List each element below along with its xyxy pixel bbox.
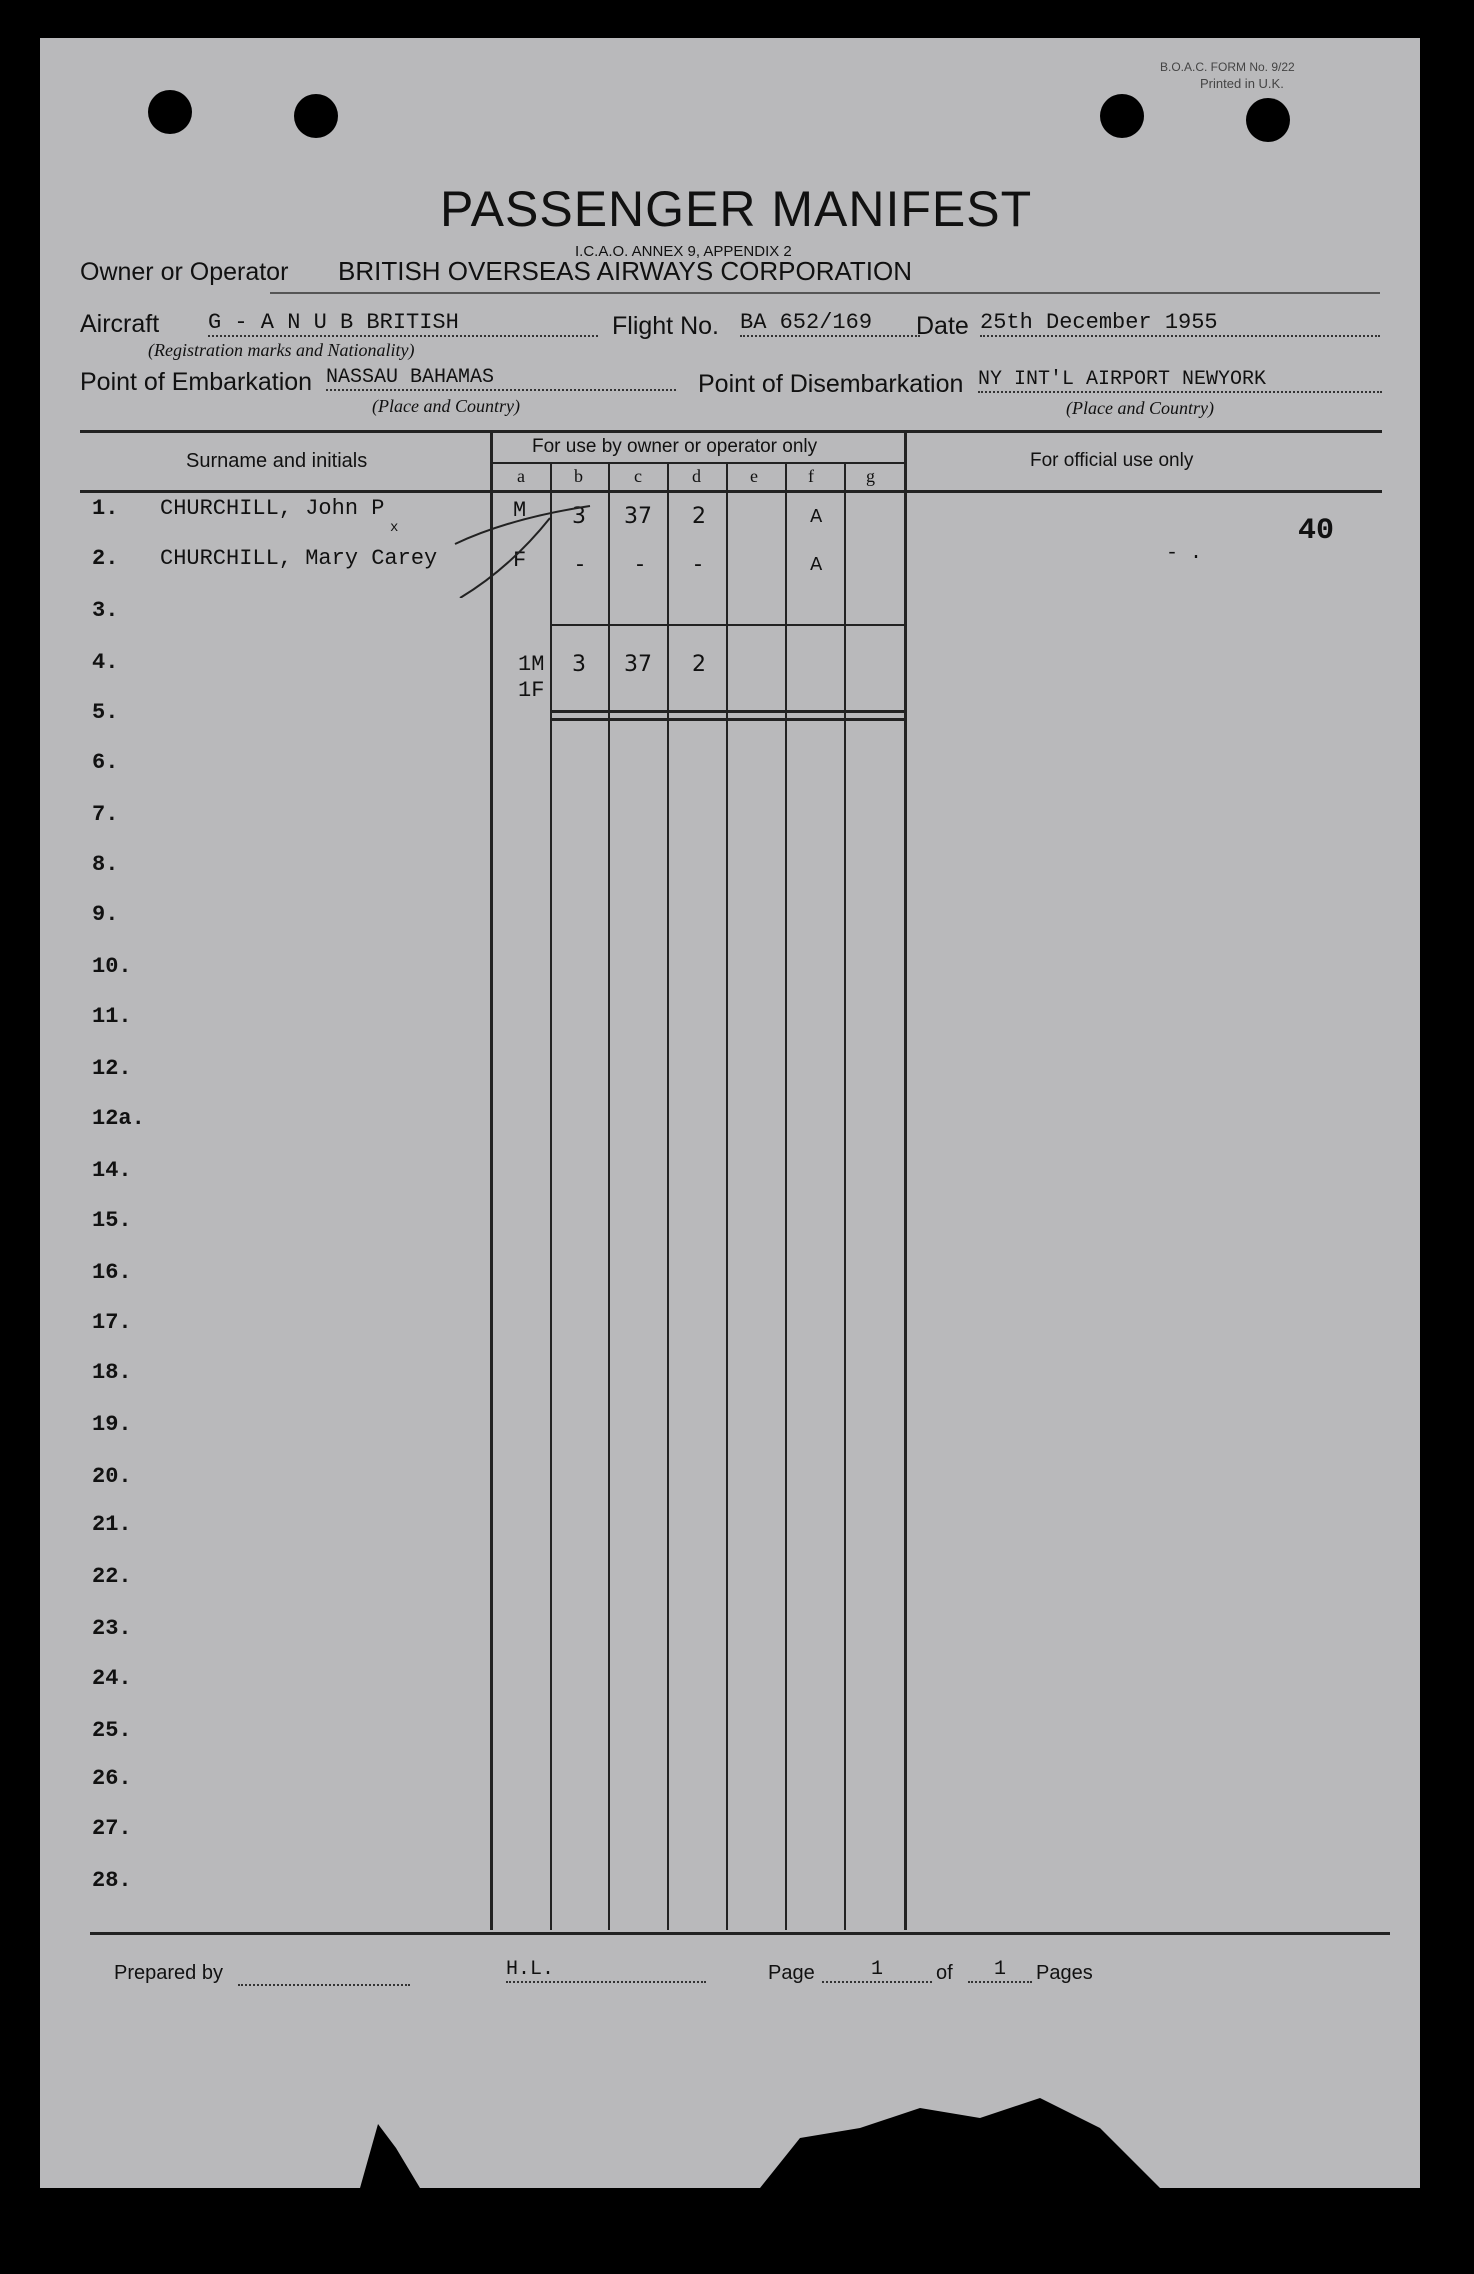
prepared-line: [238, 1968, 410, 1986]
row-number: 24.: [92, 1666, 132, 1691]
printed-note: Printed in U.K.: [1200, 76, 1284, 91]
passenger-sex: M: [513, 498, 527, 523]
row-number: 21.: [92, 1512, 132, 1537]
total-rule: [550, 718, 904, 721]
punch-hole: [148, 90, 192, 134]
total-male: 1M: [518, 652, 545, 677]
embark-value: NASSAU BAHAMAS: [326, 366, 676, 391]
row-number: 28.: [92, 1868, 132, 1893]
of-value: 1: [968, 1958, 1032, 1983]
row-number: 26.: [92, 1766, 132, 1791]
row-number: 12.: [92, 1056, 132, 1081]
row-number: 5.: [92, 700, 119, 725]
page-value: 1: [822, 1958, 932, 1983]
row-number: 12a.: [92, 1106, 145, 1131]
column-rule: [667, 462, 669, 1930]
column-rule: [904, 430, 907, 1930]
total-d: 2: [692, 652, 706, 677]
row-number: 11.: [92, 1004, 132, 1029]
divider: [270, 292, 1380, 294]
row-number: 23.: [92, 1616, 132, 1641]
column-letter-f: f: [808, 466, 814, 486]
column-rule: [608, 462, 610, 1930]
row-number: 19.: [92, 1412, 132, 1437]
embark-label: Point of Embarkation: [80, 368, 313, 396]
column-rule: [726, 462, 728, 1930]
passenger-c: -: [636, 552, 644, 577]
header-rule: [492, 462, 904, 464]
manifest-sheet: [40, 38, 1420, 2188]
row-number: 2.: [92, 546, 119, 571]
passenger-name: CHURCHILL, Mary Carey: [160, 546, 438, 571]
column-rule: [550, 462, 552, 1930]
aircraft-label: Aircraft: [80, 310, 160, 338]
passenger-note: x: [390, 520, 399, 536]
page-label: Page: [768, 1962, 815, 1984]
total-female: 1F: [518, 678, 545, 703]
column-letter-g: g: [866, 466, 875, 486]
passenger-d: 2: [692, 504, 706, 529]
official-number: 40: [1298, 514, 1335, 548]
passenger-f: A: [810, 554, 823, 575]
row-number: 6.: [92, 750, 119, 775]
row-number: 18.: [92, 1360, 132, 1385]
handwritten-strokes: [450, 488, 600, 598]
header-bottom-rule: [80, 490, 1382, 493]
table-bottom-rule: [90, 1932, 1390, 1935]
aircraft-note: (Registration marks and Nationality): [148, 340, 415, 360]
date-value: 25th December 1955: [980, 310, 1380, 337]
passenger-sex: F: [513, 548, 527, 573]
operator-header: For use by owner or operator only: [532, 436, 818, 457]
date-label: Date: [916, 312, 969, 340]
passenger-d: -: [694, 552, 702, 577]
punch-hole: [1100, 94, 1144, 138]
passenger-f: A: [810, 506, 823, 527]
prepared-label: Prepared by: [114, 1962, 223, 1984]
torn-edge: [760, 2088, 1160, 2188]
row-number: 4.: [92, 650, 119, 675]
passenger-c: 37: [624, 504, 652, 529]
total-b: 3: [572, 652, 586, 677]
table-top-rule: [80, 430, 1382, 433]
pages-label: Pages: [1036, 1962, 1093, 1984]
total-rule: [550, 710, 904, 713]
row-number: 27.: [92, 1816, 132, 1841]
aircraft-value: G - A N U B BRITISH: [208, 310, 598, 337]
passenger-b: -: [576, 552, 584, 577]
official-dash: - .: [1166, 542, 1203, 565]
torn-edge: [360, 2108, 420, 2188]
column-letter-e: e: [750, 466, 758, 486]
official-header: For official use only: [1030, 450, 1194, 471]
page-title: PASSENGER MANIFEST: [440, 181, 1033, 237]
row-number: 1.: [92, 496, 119, 521]
column-letter-b: b: [574, 466, 583, 486]
punch-hole: [1246, 98, 1290, 142]
disembark-label: Point of Disembarkation: [698, 370, 964, 398]
column-rule: [844, 462, 846, 1930]
flight-value: BA 652/169: [740, 310, 920, 337]
surname-header: Surname and initials: [186, 450, 368, 472]
row-number: 15.: [92, 1208, 132, 1233]
disembark-note: (Place and Country): [1066, 398, 1214, 418]
column-letter-c: c: [634, 466, 642, 486]
row-number: 7.: [92, 802, 119, 827]
owner-value: BRITISH OVERSEAS AIRWAYS CORPORATION: [338, 256, 913, 286]
subtotal-rule: [550, 624, 904, 626]
column-letter-a: a: [517, 466, 525, 486]
column-rule: [785, 462, 787, 1930]
row-number: 22.: [92, 1564, 132, 1589]
total-c: 37: [624, 652, 652, 677]
row-number: 9.: [92, 902, 119, 927]
of-label: of: [936, 1962, 953, 1984]
subtitle: I.C.A.O. ANNEX 9, APPENDIX 2: [575, 243, 792, 260]
embark-note: (Place and Country): [372, 396, 520, 416]
row-number: 16.: [92, 1260, 132, 1285]
flight-label: Flight No.: [612, 312, 719, 340]
column-rule: [490, 430, 493, 1930]
form-number: B.O.A.C. FORM No. 9/22: [1160, 60, 1295, 74]
row-number: 8.: [92, 852, 119, 877]
row-number: 20.: [92, 1464, 132, 1489]
row-number: 14.: [92, 1158, 132, 1183]
passenger-b: 3: [572, 504, 586, 529]
disembark-value: NY INT'L AIRPORT NEWYORK: [978, 368, 1382, 393]
row-number: 25.: [92, 1718, 132, 1743]
prepared-value: H.L.: [506, 1958, 706, 1983]
row-number: 10.: [92, 954, 132, 979]
punch-hole: [294, 94, 338, 138]
row-number: 17.: [92, 1310, 132, 1335]
row-number: 3.: [92, 598, 119, 623]
passenger-name: CHURCHILL, John P: [160, 496, 385, 521]
owner-label: Owner or Operator: [80, 258, 289, 286]
column-letter-d: d: [692, 466, 701, 486]
